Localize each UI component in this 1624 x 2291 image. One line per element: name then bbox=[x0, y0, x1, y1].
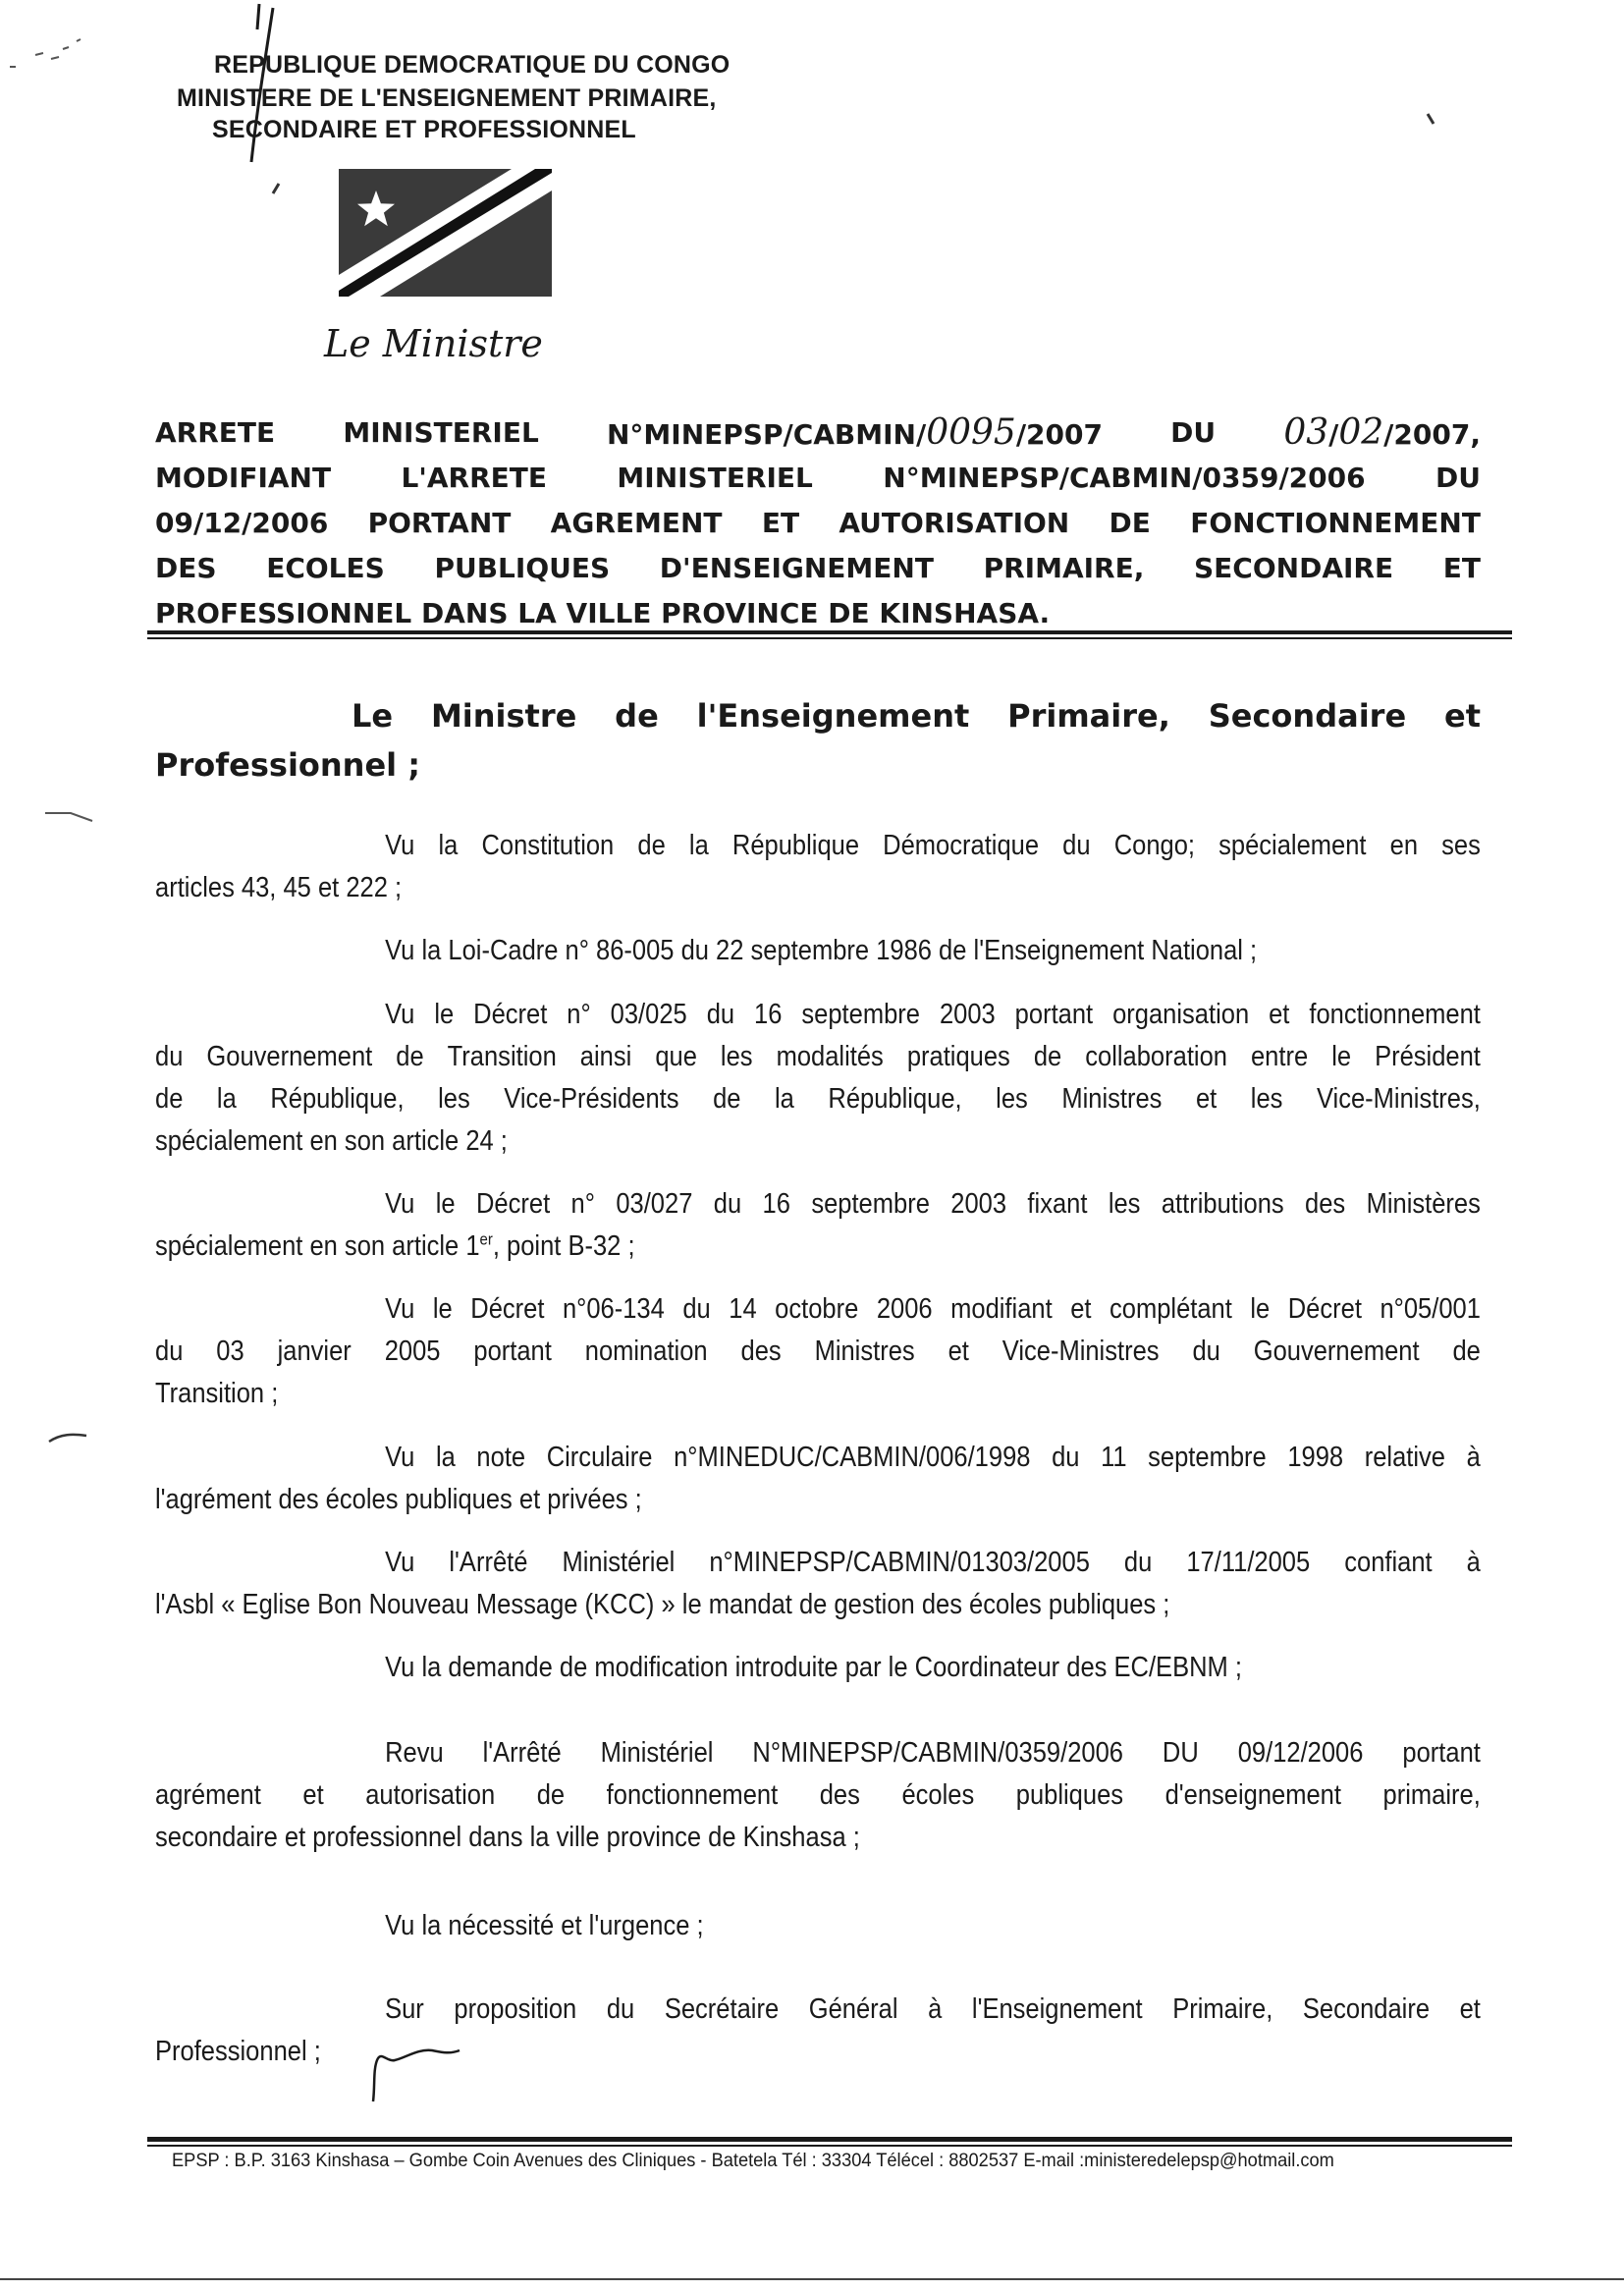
recital-arrete-01303: Vu l'Arrêté Ministériel n°MINEPSP/CABMIN/01303/2005 du 17/11/2005 confiant à l'Asbl « Eglise Bon Nouveau Message (KCC) » le mandat de gestion des écoles publiques ; bbox=[155, 1547, 1481, 1620]
scan-mark-right bbox=[1424, 110, 1443, 130]
recital-circulaire: Vu la note Circulaire n°MINEDUC/CABMIN/006/1998 du 11 septembre 1998 relative à l'agrément des écoles publiques et privées ; bbox=[155, 1442, 1481, 1515]
recital-constitution: Vu la Constitution de la République Démocratique du Congo; spécialement en ses articles 43, 45 et 222 ; bbox=[155, 830, 1481, 903]
handwritten-initials bbox=[369, 2027, 467, 2105]
drc-flag-emblem bbox=[339, 169, 552, 297]
scan-dot bbox=[271, 182, 283, 195]
header-ministry: MINISTERE DE L'ENSEIGNEMENT PRIMAIRE, bbox=[177, 84, 717, 112]
page-edge-line bbox=[0, 2278, 1624, 2280]
recital-proposition: Sur proposition du Secrétaire Général à l'Enseignement Primaire, Secondaire et Professionnel ; bbox=[155, 1993, 1481, 2067]
handwritten-day: 03 bbox=[1283, 412, 1329, 453]
scan-marks-left bbox=[0, 29, 128, 79]
footer-divider bbox=[147, 2137, 1512, 2147]
scan-mark-margin-1 bbox=[41, 807, 100, 827]
recital-decret-03-027: Vu le Décret n° 03/027 du 16 septembre 2003 fixant les attributions des Ministères spécialement en son article 1er, point B-32 ; bbox=[155, 1188, 1481, 1262]
title-row-1: ARRETE MINISTERIEL N°MINEPSP/CABMIN/0095/2007 DU 03/02/2007, bbox=[155, 412, 1481, 453]
title-row-2: MODIFIANT L'ARRETE MINISTERIEL N°MINEPSP/CABMIN/0359/2006 DU bbox=[155, 462, 1481, 494]
recital-loi-cadre: Vu la Loi-Cadre n° 86-005 du 22 septembre 1986 de l'Enseignement National ; bbox=[385, 935, 1258, 966]
title-row-4: DES ECOLES PUBLIQUES D'ENSEIGNEMENT PRIMAIRE, SECONDAIRE ET bbox=[155, 552, 1481, 584]
title-row-3: 09/12/2006 PORTANT AGREMENT ET AUTORISATION DE FONCTIONNEMENT bbox=[155, 507, 1481, 539]
recital-revu-arrete: Revu l'Arrêté Ministériel N°MINEPSP/CABMIN/0359/2006 DU 09/12/2006 portant agrément et autorisation de fonctionnement des écoles publiques d'enseignement primaire, secondaire et professionnel dans la ville province de Kinshasa ; bbox=[155, 1737, 1481, 1853]
recital-decret-06-134: Vu le Décret n°06-134 du 14 octobre 2006 modifiant et complétant le Décret n°05/001 du 03 janvier 2005 portant nomination des Ministres et Vice-Ministres du Gouvernement de Transition ; bbox=[155, 1293, 1481, 1409]
title-row-5: PROFESSIONNEL DANS LA VILLE PROVINCE DE KINSHASA. bbox=[155, 597, 1051, 629]
handwritten-mark-top bbox=[245, 0, 334, 167]
decree-title bbox=[155, 410, 1481, 636]
title-divider bbox=[147, 630, 1512, 639]
recital-decret-03-025: Vu le Décret n° 03/025 du 16 septembre 2003 portant organisation et fonctionnement du Gouvernement de Transition ainsi que les modalités pratiques de collaboration entre le Président de la République, les Vice-Présidents de la République, les Ministres et les Vice-Ministres, spécialement en son article 24 ; bbox=[155, 999, 1481, 1157]
handwritten-month: 02 bbox=[1338, 412, 1384, 453]
scan-mark-margin-2 bbox=[43, 1428, 92, 1447]
recital-urgence: Vu la nécessité et l'urgence ; bbox=[385, 1910, 704, 1941]
footer-contact: EPSP : B.P. 3163 Kinshasa – Gombe Coin Avenues des Cliniques - Batetela Tél : 33304 Télécel : 8802537 E-mail :ministeredelepsp@hotmail.com bbox=[172, 2151, 1334, 2171]
header-country: REPUBLIQUE DEMOCRATIQUE DU CONGO bbox=[214, 51, 731, 79]
recital-demande: Vu la demande de modification introduite par le Coordinateur des EC/EBNM ; bbox=[385, 1652, 1242, 1683]
header-ministry-cont: SECONDAIRE ET PROFESSIONNEL bbox=[212, 116, 636, 143]
signatory-title: Le Ministre bbox=[324, 322, 543, 365]
handwritten-number: 0095 bbox=[926, 412, 1016, 453]
issuer-heading: Le Ministre de l'Enseignement Primaire, Secondaire et Professionnel ; bbox=[155, 697, 1481, 784]
